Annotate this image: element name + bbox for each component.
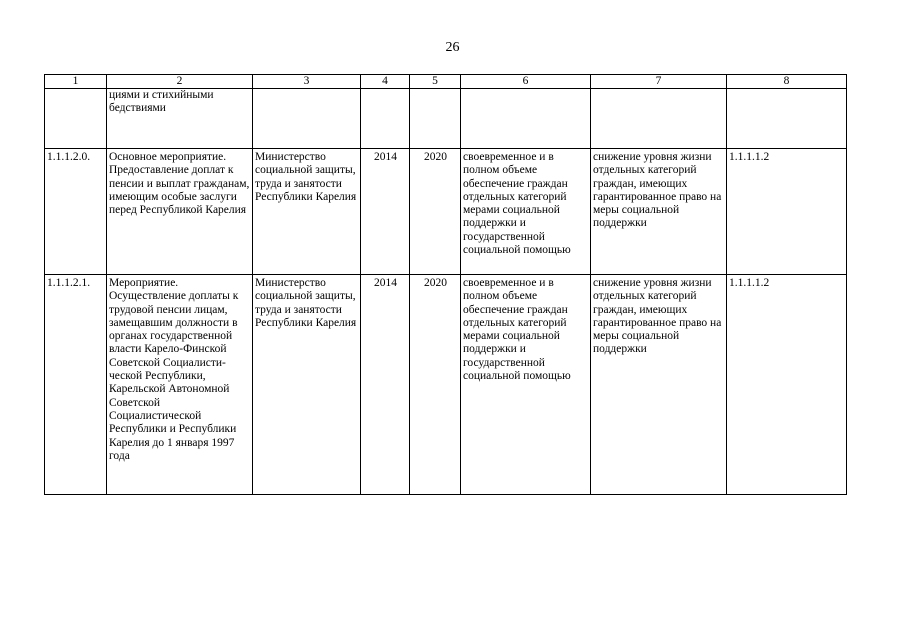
cell-start-year: 2014 [361, 149, 410, 275]
column-header-7: 7 [591, 75, 727, 89]
measures-table [44, 74, 847, 495]
cell-end-year: 2020 [410, 149, 461, 275]
cell-link: 1.1.1.1.2 [727, 149, 847, 275]
cell-result: своевременное и в полном объеме обеспечение граждан отдельных категорий мерами социальной поддержки и государственной социальной помощью [461, 149, 591, 275]
cell-start-year [361, 89, 410, 149]
column-header-8: 8 [727, 75, 847, 89]
cell-name: Основное мероприятие. Предоставление доплат к пенсии и выплат гражданам, имеющим особые заслуги перед Республикой Карелия [107, 149, 253, 275]
table-row [45, 275, 847, 495]
cell-code [45, 89, 107, 149]
cell-link [727, 89, 847, 149]
column-header-6: 6 [461, 75, 591, 89]
cell-name: циями и стихийными бедствиями [107, 89, 253, 149]
cell-end-year [410, 89, 461, 149]
cell-consequence [591, 89, 727, 149]
cell-result: своевременное и в полном объеме обеспечение граждан отдельных категорий мерами социальной поддержки и государственной социальной помощью [461, 275, 591, 495]
cell-consequence: снижение уровня жизни отдельных категорий граждан, имеющих гарантированное право на меры социальной поддержки [591, 275, 727, 495]
cell-start-year: 2014 [361, 275, 410, 495]
column-header-3: 3 [253, 75, 361, 89]
cell-name: Мероприятие. Осуществление доплаты к трудовой пенсии лицам, замещавшим должности в органах государственной власти Карело-Финской Советской Социалисти-ческой Республики, Карельской Автономной Советской Социалистической Республики и Республики Карелия до 1 января 1997 года [107, 275, 253, 495]
cell-result [461, 89, 591, 149]
column-header-5: 5 [410, 75, 461, 89]
column-header-1: 1 [45, 75, 107, 89]
table-row [45, 149, 847, 275]
cell-end-year: 2020 [410, 275, 461, 495]
cell-executor: Министерство социальной защиты, труда и занятости Республики Карелия [253, 275, 361, 495]
cell-executor [253, 89, 361, 149]
column-header-4: 4 [361, 75, 410, 89]
cell-code: 1.1.1.2.0. [45, 149, 107, 275]
cell-code: 1.1.1.2.1. [45, 275, 107, 495]
page-number: 26 [445, 40, 460, 55]
cell-consequence: снижение уровня жизни отдельных категорий граждан, имеющих гарантированное право на меры социальной поддержки [591, 149, 727, 275]
cell-executor: Министерство социальной защиты, труда и занятости Республики Карелия [253, 149, 361, 275]
column-header-2: 2 [107, 75, 253, 89]
table-row [45, 89, 847, 149]
cell-link: 1.1.1.1.2 [727, 275, 847, 495]
header-row [45, 75, 847, 89]
